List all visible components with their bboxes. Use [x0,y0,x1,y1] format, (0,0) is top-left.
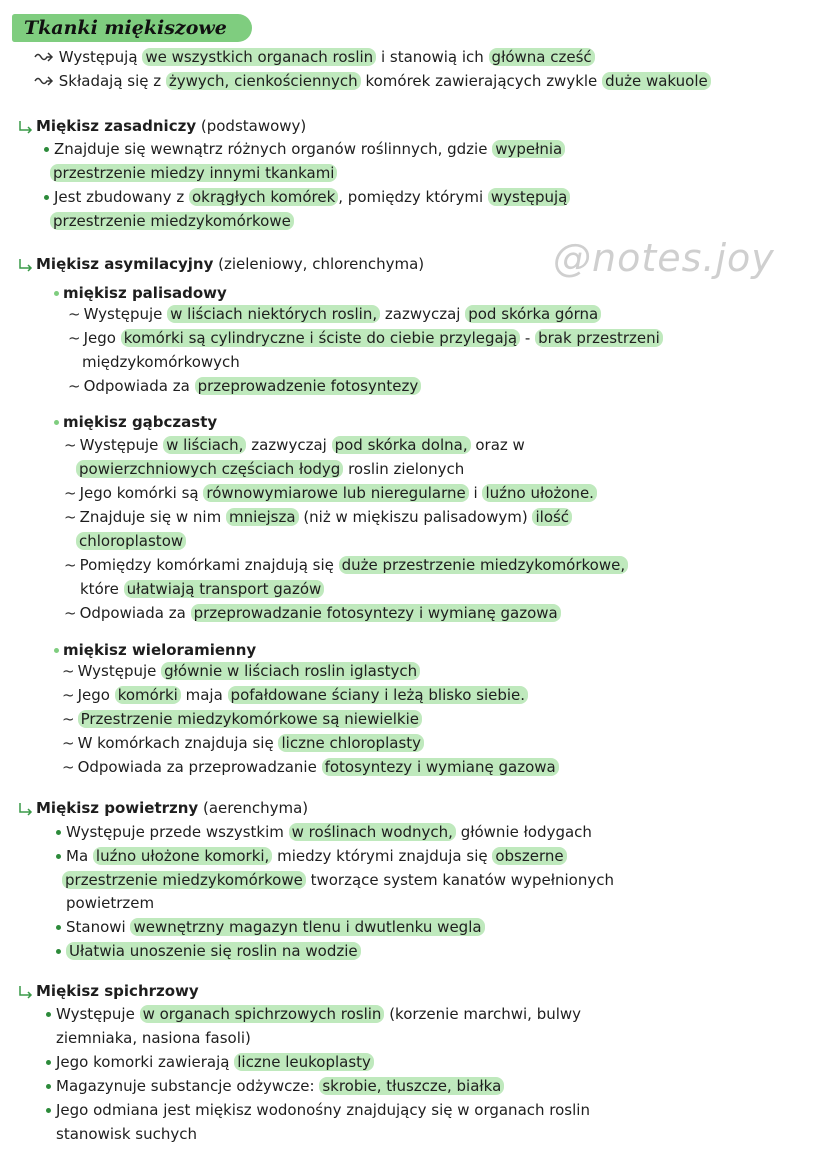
list-item: ~ Jego komórki maja pofałdowane ściany i leżą blisko siebie. [62,685,528,705]
list-item-cont: ziemniaka, nasiona fasoli) [56,1029,251,1047]
list-item-cont: powietrzem [66,894,155,912]
tilde-bullet-icon: ~ [62,758,75,776]
tilde-bullet-icon: ~ [68,329,81,347]
watermark: @notes.joy [553,236,775,280]
tilde-bullet-icon: ~ [64,556,77,574]
list-item: ~ W komórkach znajduja się liczne chloroplasty [62,733,424,753]
bullet-icon [46,1012,51,1017]
list-item: Ma luźno ułożone komorki, miedzy którymi znajduja się obszerne [56,846,567,866]
bullet-icon [56,830,61,835]
subheading-palisadowy: miękisz palisadowy [54,283,227,303]
tilde-bullet-icon: ~ [62,734,75,752]
bullet-icon [44,195,49,200]
section-heading-zasadniczy: Miękisz zasadniczy (podstawowy) [18,116,306,136]
tilde-bullet-icon: ~ [62,686,75,704]
list-item: Ułatwia unoszenie się roslin na wodzie [56,941,361,961]
tilde-bullet-icon: ~ [68,305,81,323]
list-item: ~ Przestrzenie miedzykomórkowe są niewielkie [62,709,422,729]
tilde-bullet-icon: ~ [64,604,77,622]
list-item: Znajduje się wewnątrz różnych organów roślinnych, gdzie wypełnia [44,139,565,159]
list-item: Jest zbudowany z okrągłych komórek , pomiędzy którymi występują [44,187,570,207]
corner-arrow-icon [18,985,34,999]
title-banner [12,14,252,42]
list-item: ~ Występuje głównie w liściach roslin iglastych [62,661,420,681]
corner-arrow-icon [18,802,34,816]
corner-arrow-icon [18,258,34,272]
tilde-bullet-icon: ~ [64,484,77,502]
tilde-bullet-icon: ~ [62,662,75,680]
bullet-icon [56,949,61,954]
bullet-icon [56,854,61,859]
corner-arrow-icon [18,120,34,134]
intro-line-1: Występują we wszystkich organach roslin i stanowią ich główna cześć [34,47,595,67]
list-item-cont: stanowisk suchych [56,1125,197,1143]
list-item: ~ Odpowiada za przeprowadzanie fotosyntezy i wymianę gazowa [62,757,559,777]
squiggle-arrow-icon [34,50,54,62]
list-item: ~ Występuje w liściach, zazwyczaj pod skórka dolna, oraz w [64,436,525,454]
list-item: ~ Znajduje się w nim mniejsza (niż w miękiszu palisadowym) ilość [64,507,572,527]
bullet-icon [54,291,59,296]
bullet-icon [56,925,61,930]
bullet-icon [46,1060,51,1065]
bullet-icon [44,147,49,152]
intro-line-2: Składają się z żywych, cienkościennych komórek zawierających zwykle duże wakuole [34,71,711,91]
list-item: ~ Jego komórki są cylindryczne i ściste do ciebie przylegają - brak przestrzeni [68,328,663,348]
bullet-icon [46,1108,51,1113]
page-title: Tkanki miękiszowe [24,17,227,39]
list-item-cont: przestrzenie miedzykomórkowe tworzące system kanatów wypełnionych [62,870,614,890]
list-item: Występuje przede wszystkim w roślinach wodnych, głównie łodygach [56,822,592,842]
list-item: ~ Jego komórki są równowymiarowe lub nieregularne i luźno ułożone. [64,483,597,503]
subheading-wieloramienny: miękisz wieloramienny [54,640,256,660]
section-heading-spichrzowy: Miękisz spichrzowy [18,981,199,1001]
list-item: Stanowi wewnętrzny magazyn tlenu i dwutlenku wegla [56,917,485,937]
list-item: Jego komorki zawierają liczne leukoplasty [46,1052,374,1072]
list-item-cont: przestrzenie miedzy innymi tkankami [50,163,337,183]
squiggle-arrow-icon [34,74,54,86]
list-item-cont: przestrzenie miedzykomórkowe [50,211,294,231]
list-item-cont: chloroplastow [76,531,186,551]
list-item: Jego odmiana jest miękisz wodonośny znajdujący się w organach roslin [46,1100,590,1120]
bullet-icon [46,1084,51,1089]
subheading-gabczasty: miękisz gąbczasty [54,412,217,432]
tilde-bullet-icon: ~ [64,508,77,526]
list-item-cont: powierzchniowych częściach łodyg roslin zielonych [76,459,464,479]
list-item: Występuje w organach spichrzowych roslin (korzenie marchwi, bulwy [46,1004,581,1024]
list-item-cont: które ułatwiają transport gazów [80,579,324,599]
list-item: ~ Odpowiada za przeprowadzenie fotosyntezy [68,376,421,396]
tilde-bullet-icon: ~ [68,377,81,395]
tilde-bullet-icon: ~ [64,436,77,454]
list-item: ~ Pomiędzy komórkami znajdują się duże przestrzenie miedzykomórkowe, [64,555,628,575]
list-item: ~ Występuje w liściach niektórych roslin, zazwyczaj pod skórka górna [68,304,601,324]
tilde-bullet-icon: ~ [62,710,75,728]
bullet-icon [54,648,59,653]
list-item-cont: międzykomórkowych [82,353,240,371]
list-item: Magazynuje substancje odżywcze: skrobie, tłuszcze, białka [46,1076,504,1096]
list-item: ~ Odpowiada za przeprowadzanie fotosyntezy i wymianę gazowa [64,603,561,623]
section-heading-powietrzny: Miękisz powietrzny (aerenchyma) [18,798,308,818]
bullet-icon [54,420,59,425]
section-heading-asymilacyjny: Miękisz asymilacyjny (zieleniowy, chlorenchyma) [18,254,424,274]
